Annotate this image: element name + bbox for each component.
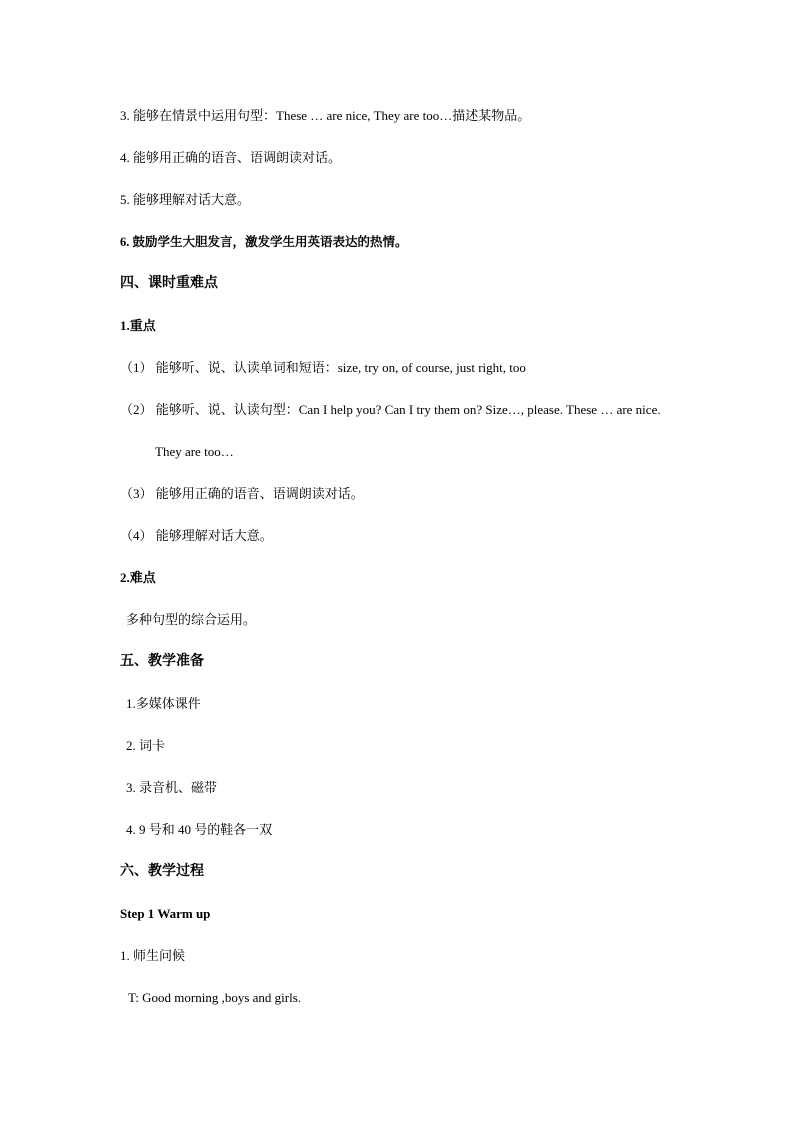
section-4-heading: 四、课时重难点 xyxy=(120,276,218,291)
section-6-heading: 六、教学过程 xyxy=(120,864,204,879)
prep-item-2: 2. 词卡 xyxy=(126,738,166,753)
prep-item-4: 4. 9 号和 40 号的鞋各一双 xyxy=(126,822,273,837)
key-point-4: （4） 能够理解对话大意。 xyxy=(120,528,273,543)
step-1-dialog: T: Good morning ,boys and girls. xyxy=(128,990,302,1005)
key-point-2: （2） 能够听、说、认读句型：Can I help you? Can I try them on? Size…, please. These … are nice. xyxy=(120,402,661,417)
key-point-3: （3） 能够用正确的语音、语调朗读对话。 xyxy=(120,486,364,501)
step-1-sub: 1. 师生问候 xyxy=(120,948,186,963)
key-point-2-continuation: They are too… xyxy=(155,444,234,459)
difficulties-text: 多种句型的综合运用。 xyxy=(126,612,257,627)
objective-5: 5. 能够理解对话大意。 xyxy=(120,192,251,207)
prep-item-1: 1.多媒体课件 xyxy=(126,696,201,711)
prep-item-3: 3. 录音机、磁带 xyxy=(126,780,218,795)
objective-3: 3. 能够在情景中运用句型：These … are nice, They are too…描述某物品。 xyxy=(120,108,531,123)
step-1-heading: Step 1 Warm up xyxy=(120,906,211,921)
section-5-heading: 五、教学准备 xyxy=(120,654,204,669)
key-points-heading: 1.重点 xyxy=(120,318,156,333)
key-point-1: （1） 能够听、说、认读单词和短语：size, try on, of course, just right, too xyxy=(120,360,526,375)
objective-6: 6. 鼓励学生大胆发言，激发学生用英语表达的热情。 xyxy=(120,235,408,249)
objective-4: 4. 能够用正确的语音、语调朗读对话。 xyxy=(120,150,342,165)
difficulties-heading: 2.难点 xyxy=(120,570,156,585)
